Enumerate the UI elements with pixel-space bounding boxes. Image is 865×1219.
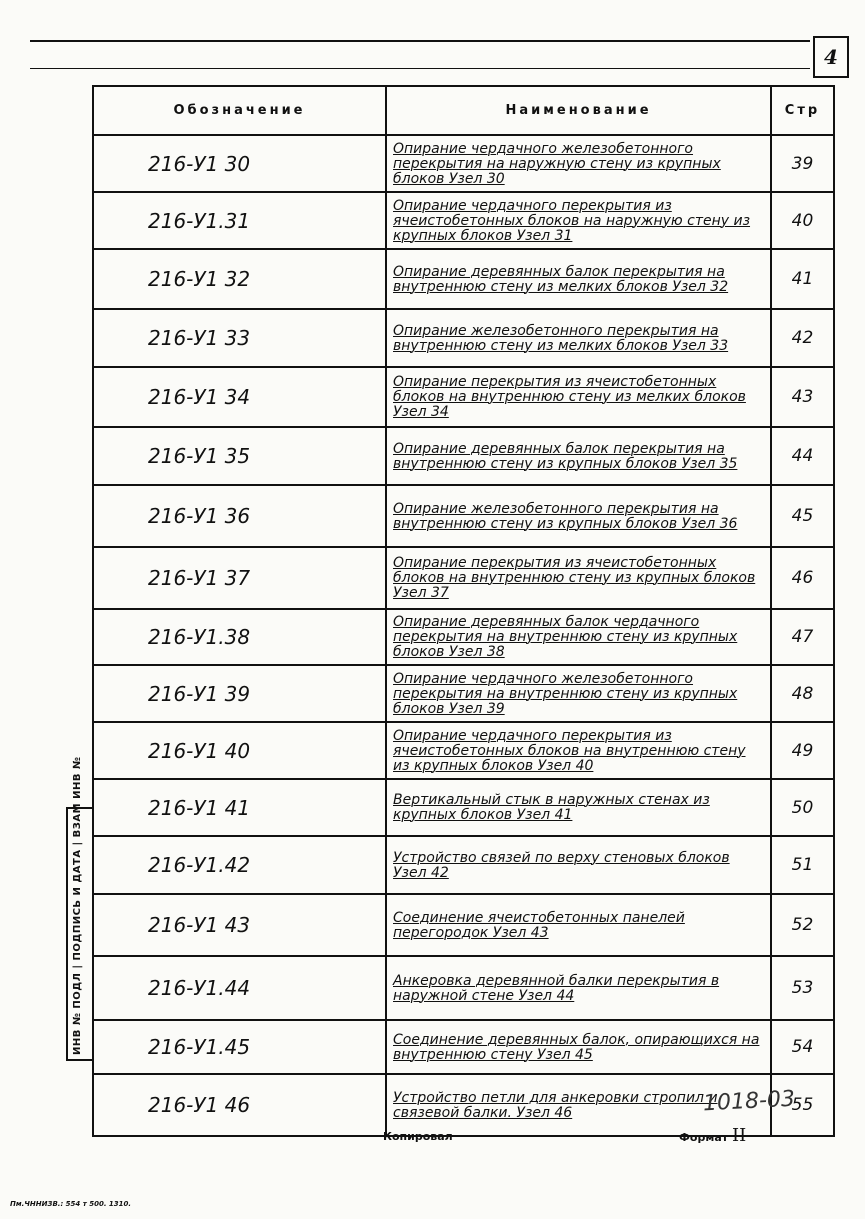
row-name: Опирание чердачного перекрытия из ячеистобетонных блоков на наружную стену из крупных блоков Узел 31 [386,192,771,249]
row-name: Опирание железобетонного перекрытия на внутреннюю стену из крупных блоков Узел 36 [386,485,771,547]
row-page: 52 [771,894,834,956]
table-row [93,547,834,609]
format-label [679,1125,746,1146]
approval-stamp-text: ИНВ № ПОДЛ | ПОДПИСЬ И ДАТА | ВЗАМ ИНВ № [72,756,83,1055]
table-row [93,135,834,192]
table-row [93,192,834,249]
table-row [93,779,834,836]
table-row [93,249,834,309]
row-code: 216-У1 36 [93,485,386,547]
header-designation: Обозначение [93,86,386,135]
header-name: Наименование [386,86,771,135]
row-page: 51 [771,836,834,894]
row-page: 39 [771,135,834,192]
row-name: Опирание чердачного железобетонного перекрытия на наружную стену из крупных блоков Узел 30 [386,135,771,192]
document-number: 1018-03 [702,1086,796,1117]
row-code: 216-У1 41 [93,779,386,836]
row-name: Устройство связей по верху стеновых блоков Узел 42 [386,836,771,894]
row-name: Опирание перекрытия из ячеистобетонных блоков на внутреннюю стену из крупных блоков Узел 37 [386,547,771,609]
row-code: 216-У1 30 [93,135,386,192]
row-page: 44 [771,427,834,485]
row-code: 216-У1.42 [93,836,386,894]
format-label-text: Формат [679,1131,729,1144]
row-code: 216-У1.31 [93,192,386,249]
row-name: Соединение деревянных балок, опирающихся на внутреннюю стену Узел 45 [386,1020,771,1074]
row-code: 216-У1 39 [93,665,386,722]
row-page: 40 [771,192,834,249]
row-code: 216-У1 46 [93,1074,386,1136]
row-name: Опирание деревянных балок перекрытия на внутреннюю стену из крупных блоков Узел 35 [386,427,771,485]
row-page: 43 [771,367,834,427]
top-border-line [30,40,810,42]
row-name: Опирание чердачного железобетонного перекрытия на внутреннюю стену из крупных блоков Узел 39 [386,665,771,722]
row-name: Опирание перекрытия из ячеистобетонных блоков на внутреннюю стену из мелких блоков Узел 34 [386,367,771,427]
row-page: 49 [771,722,834,779]
table-row [93,665,834,722]
table-row [93,609,834,665]
page-number: 4 [813,36,849,78]
table-header-row [93,86,834,135]
row-page: 42 [771,309,834,367]
table-row [93,367,834,427]
row-name: Соединение ячеистобетонных панелей перегородок Узел 43 [386,894,771,956]
format-value: II [731,1125,747,1146]
row-page: 46 [771,547,834,609]
row-code: 216-У1.44 [93,956,386,1020]
row-code: 216-У1 40 [93,722,386,779]
row-name: Устройство петли для анкеровки стропил и связевой балки. Узел 46 [386,1074,771,1136]
row-name: Вертикальный стык в наружных стенах из крупных блоков Узел 41 [386,779,771,836]
row-name: Анкеровка деревянной балки перекрытия в наружной стене Узел 44 [386,956,771,1020]
row-name: Опирание деревянных балок чердачного перекрытия на внутреннюю стену из крупных блоков Узел 38 [386,609,771,665]
row-code: 216-У1 34 [93,367,386,427]
table-row [93,309,834,367]
row-page: 53 [771,956,834,1020]
table-row [93,956,834,1020]
row-page: 48 [771,665,834,722]
row-code: 216-У1 33 [93,309,386,367]
row-page: 41 [771,249,834,309]
row-page: 50 [771,779,834,836]
table-row [93,894,834,956]
table-row [93,836,834,894]
table-row [93,722,834,779]
row-code: 216-У1 43 [93,894,386,956]
table-row [93,1020,834,1074]
document-index-table [92,85,835,1137]
top-border-line-lower [30,68,810,69]
row-page: 47 [771,609,834,665]
row-code: 216-У1.45 [93,1020,386,1074]
row-page: 55 [771,1074,834,1136]
row-name: Опирание деревянных балок перекрытия на внутреннюю стену из мелких блоков Узел 32 [386,249,771,309]
table-row [93,485,834,547]
row-name: Опирание железобетонного перекрытия на внутреннюю стену из мелких блоков Узел 33 [386,309,771,367]
row-page: 54 [771,1020,834,1074]
row-code: 216-У1 32 [93,249,386,309]
print-note: Пм.ЧННИЗВ.: 554 т 500. 1310. [10,1200,132,1208]
table-row [93,427,834,485]
row-code: 216-У1 37 [93,547,386,609]
row-code: 216-У1 35 [93,427,386,485]
header-page: Стр [771,86,834,135]
copied-by-label: Копировал [383,1130,453,1143]
row-page: 45 [771,485,834,547]
row-code: 216-У1.38 [93,609,386,665]
row-name: Опирание чердачного перекрытия из ячеистобетонных блоков на внутреннюю стену из крупных блоков Узел 40 [386,722,771,779]
